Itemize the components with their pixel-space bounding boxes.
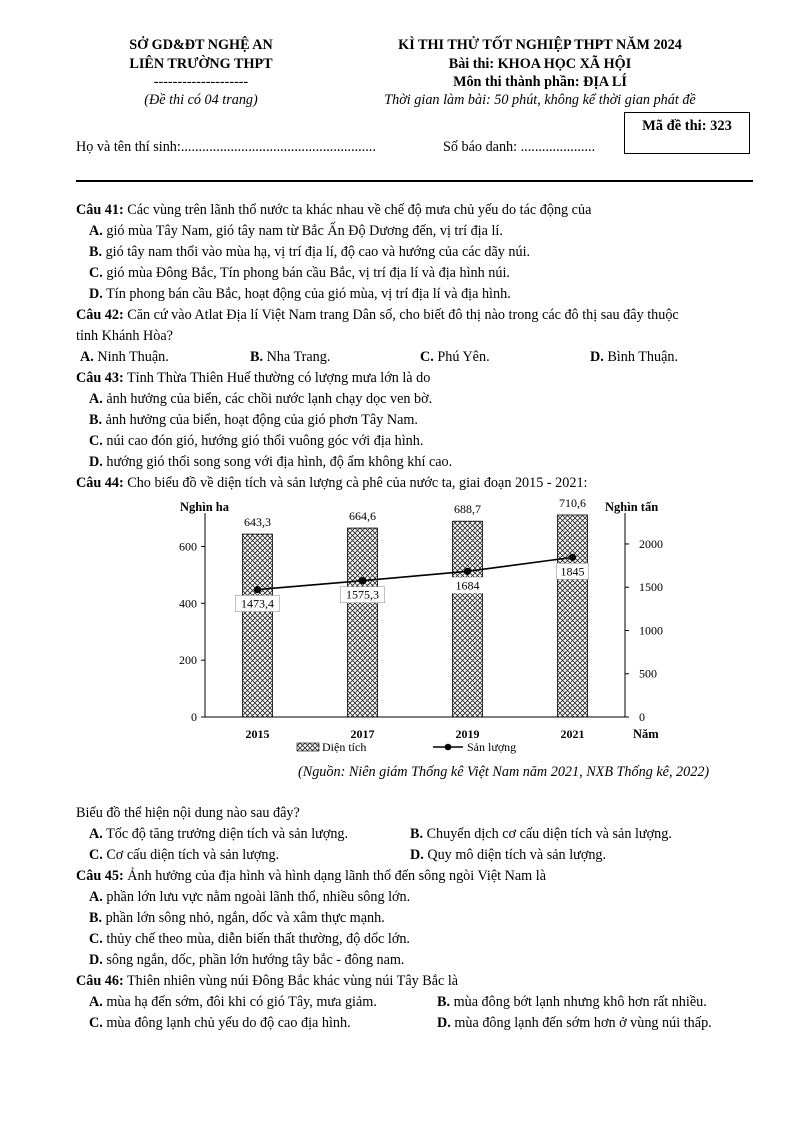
exam-duration: Thời gian làm bài: 50 phút, không kể thời gian phát đề xyxy=(384,92,696,108)
school-name: LIÊN TRƯỜNG THPT xyxy=(129,56,273,72)
option-text: mùa đông lạnh đến sớm hơn ở vùng núi thấp. xyxy=(454,1015,712,1031)
q46-option-a xyxy=(89,994,377,1011)
right-tick-label: 1000 xyxy=(639,623,663,638)
option-text: Cơ cấu diện tích và sản lượng. xyxy=(106,847,280,863)
q41-option-a xyxy=(89,223,503,240)
option-text: hướng gió thổi song song với địa hình, độ ẩm không khí cao. xyxy=(106,454,453,470)
left-tick-label: 200 xyxy=(179,653,197,668)
option-label: D. xyxy=(89,454,103,470)
q42-option-b xyxy=(250,349,330,366)
option-text: phần lớn lưu vực nằm ngoài lãnh thổ, nhiều sông lớn. xyxy=(106,889,411,905)
x-axis-unit: Năm xyxy=(633,727,659,741)
right-tick-label: 1500 xyxy=(639,580,663,595)
q42-option-c xyxy=(420,349,490,366)
x-tick-label: 2015 xyxy=(245,727,270,741)
line-value-label: 1684 xyxy=(455,578,480,593)
left-axis-unit: Nghìn ha xyxy=(180,500,229,514)
x-tick-label: 2021 xyxy=(560,727,585,741)
option-text: gió tây nam thổi vào mùa hạ, vị trí địa lí, độ cao và hướng của các dãy núi. xyxy=(105,244,531,260)
option-label: C. xyxy=(89,433,103,449)
option-label: C. xyxy=(420,349,434,365)
option-label: B. xyxy=(89,412,103,428)
q42-option-d xyxy=(590,349,678,366)
question-text: Thiên nhiên vùng núi Đông Bắc khác vùng núi Tây Bắc là xyxy=(127,973,459,989)
option-text: Nha Trang. xyxy=(266,349,331,365)
option-label: C. xyxy=(89,847,103,863)
line-value-label: 1575,3 xyxy=(346,587,379,602)
option-label: A. xyxy=(89,391,103,407)
exam-code: Mã đề thi: 323 xyxy=(642,118,732,134)
right-tick-label: 0 xyxy=(639,710,645,724)
line-point xyxy=(569,554,576,561)
q43-option-a xyxy=(89,391,432,408)
question-44 xyxy=(76,475,587,492)
option-text: Tín phong bán cầu Bắc, hoạt động của gió mùa, vị trí địa lí và địa hình. xyxy=(106,286,511,302)
option-text: Bình Thuận. xyxy=(607,349,679,365)
option-label: D. xyxy=(89,952,103,968)
option-label: D. xyxy=(590,349,604,365)
option-text: mùa đông lạnh chủ yếu do độ cao địa hình. xyxy=(106,1015,351,1031)
question-text: Căn cứ vào Atlat Địa lí Việt Nam trang Dân số, cho biết đô thị nào trong các đô thị sau đây thuộc xyxy=(127,307,679,323)
line-value-label: 1473,4 xyxy=(241,596,274,611)
candidate-number-field: Số báo danh: ..................... xyxy=(443,139,596,155)
option-text: mùa hạ đến sớm, đôi khi có gió Tây, mưa giảm. xyxy=(106,994,377,1010)
line-san-luong xyxy=(258,557,573,589)
exam-component: Môn thi thành phần: ĐỊA LÍ xyxy=(453,74,627,90)
option-text: ảnh hưởng của biển, các chồi nước lạnh chạy dọc ven bờ. xyxy=(106,391,433,407)
question-label: Câu 45: xyxy=(76,868,124,884)
option-text: Ninh Thuận. xyxy=(97,349,169,365)
question-46 xyxy=(76,973,458,990)
chart-source: (Nguồn: Niên giám Thống kê Việt Nam năm 2021, NXB Thống kê, 2022) xyxy=(298,764,710,780)
q43-option-b xyxy=(89,412,418,429)
option-label: B. xyxy=(250,349,264,365)
question-42 xyxy=(76,307,679,324)
q45-option-b xyxy=(89,910,385,927)
option-text: ảnh hưởng của biển, hoạt động của gió phơn Tây Nam. xyxy=(105,412,418,428)
option-label: A. xyxy=(89,889,103,905)
line-point xyxy=(464,568,471,575)
legend-bar-swatch xyxy=(297,743,319,751)
option-text: gió mùa Đông Bắc, Tín phong bán cầu Bắc, vị trí địa lí và địa hình núi. xyxy=(106,265,510,281)
school-department: SỞ GD&ĐT NGHỆ AN xyxy=(129,37,273,53)
x-tick-label: 2019 xyxy=(455,727,480,741)
q43-option-d xyxy=(89,454,452,471)
header-rule xyxy=(76,180,753,182)
line-value-label: 1845 xyxy=(560,564,585,579)
question-label: Câu 44: xyxy=(76,475,124,491)
question-label: Câu 43: xyxy=(76,370,124,386)
option-text: Phú Yên. xyxy=(437,349,490,365)
question-label: Câu 41: xyxy=(76,202,124,218)
left-tick-label: 400 xyxy=(179,596,197,611)
option-text: Chuyển dịch cơ cấu diện tích và sản lượng. xyxy=(426,826,672,842)
q41-option-d xyxy=(89,286,511,303)
option-label: C. xyxy=(89,1015,103,1031)
bar-value-label: 688,7 xyxy=(454,502,481,517)
option-label: C. xyxy=(89,265,103,281)
option-label: A. xyxy=(89,223,103,239)
x-tick-label: 2017 xyxy=(350,727,375,741)
option-text: sông ngắn, dốc, phần lớn hướng tây bắc - đông nam. xyxy=(106,952,405,968)
bar-dien-tich xyxy=(453,521,483,717)
option-text: mùa đông bớt lạnh nhưng khô hơn rất nhiều. xyxy=(453,994,707,1010)
bar-dien-tich xyxy=(558,515,588,717)
line-point xyxy=(359,577,366,584)
line-point xyxy=(254,586,261,593)
question-45 xyxy=(76,868,546,885)
question-label: Câu 46: xyxy=(76,973,124,989)
q44-option-b xyxy=(410,826,672,843)
bar-dien-tich xyxy=(243,534,273,717)
option-label: B. xyxy=(89,910,103,926)
legend-line-label: Sản lượng xyxy=(467,740,517,754)
q46-option-c xyxy=(89,1015,351,1032)
q45-option-c xyxy=(89,931,410,948)
q45-option-d xyxy=(89,952,404,969)
question-text: Tỉnh Thừa Thiên Huế thường có lượng mưa lớn là do xyxy=(127,370,431,386)
question-text: Các vùng trên lãnh thổ nước ta khác nhau về chế độ mưa chủ yếu do tác động của xyxy=(127,202,592,218)
left-tick-label: 600 xyxy=(179,539,197,554)
option-label: C. xyxy=(89,931,103,947)
option-label: A. xyxy=(89,826,103,842)
q41-option-c xyxy=(89,265,510,282)
option-text: gió mùa Tây Nam, gió tây nam từ Bắc Ấn Độ Dương đến, vị trí địa lí. xyxy=(106,223,503,239)
exam-code-box xyxy=(624,112,750,154)
option-label: B. xyxy=(410,826,424,842)
option-label: A. xyxy=(89,994,103,1010)
bar-value-label: 664,6 xyxy=(349,509,376,524)
question-44-prompt: Biểu đồ thể hiện nội dung nào sau đây? xyxy=(76,805,300,821)
question-text: Cho biểu đồ về diện tích và sản lượng cà phê của nước ta, giai đoạn 2015 - 2021: xyxy=(127,475,588,491)
question-41 xyxy=(76,202,591,219)
exam-title: KÌ THI THỬ TỐT NGHIỆP THPT NĂM 2024 xyxy=(398,37,682,53)
page-count-note: (Đề thi có 04 trang) xyxy=(144,92,258,108)
q41-option-b xyxy=(89,244,530,261)
option-text: Quy mô diện tích và sản lượng. xyxy=(427,847,607,863)
option-text: thủy chế theo mùa, diễn biến thất thường, độ dốc lớn. xyxy=(106,931,410,947)
right-tick-label: 500 xyxy=(639,666,657,681)
q45-option-a xyxy=(89,889,410,906)
legend-line-marker xyxy=(445,744,452,751)
q42-option-a xyxy=(80,349,169,366)
question-label: Câu 42: xyxy=(76,307,124,323)
option-label: D. xyxy=(410,847,424,863)
candidate-name-field: Họ và tên thí sinh:....................................................... xyxy=(76,139,376,155)
exam-subject: Bài thi: KHOA HỌC XÃ HỘI xyxy=(448,56,632,72)
option-label: B. xyxy=(89,244,103,260)
q44-option-d xyxy=(410,847,606,864)
question-text: Ảnh hưởng của địa hình và hình dạng lãnh thổ đến sông ngòi Việt Nam là xyxy=(127,868,546,884)
question-42-continued: tỉnh Khánh Hòa? xyxy=(76,328,173,344)
option-text: Tốc độ tăng trưởng diện tích và sản lượng. xyxy=(106,826,349,842)
q44-option-a xyxy=(89,826,348,843)
q43-option-c xyxy=(89,433,423,450)
option-text: núi cao đón gió, hướng gió thổi vuông góc với địa hình. xyxy=(106,433,424,449)
left-tick-label: 0 xyxy=(191,710,197,724)
q46-option-b xyxy=(437,994,707,1011)
bar-value-label: 710,6 xyxy=(559,498,586,510)
option-label: D. xyxy=(89,286,103,302)
option-text: phần lớn sông nhỏ, ngắn, dốc và xâm thực mạnh. xyxy=(105,910,385,926)
q46-option-d xyxy=(437,1015,712,1032)
bar-value-label: 643,3 xyxy=(244,515,271,530)
bar-dien-tich xyxy=(348,528,378,717)
header-divider: -------------------- xyxy=(153,74,249,90)
option-label: D. xyxy=(437,1015,451,1031)
question-43 xyxy=(76,370,430,387)
right-tick-label: 2000 xyxy=(639,536,663,551)
option-label: A. xyxy=(80,349,94,365)
option-label: B. xyxy=(437,994,451,1010)
legend-bar-label: Diện tích xyxy=(322,740,367,754)
q44-option-c xyxy=(89,847,279,864)
coffee-chart xyxy=(160,498,720,763)
right-axis-unit: Nghìn tấn xyxy=(605,500,659,514)
